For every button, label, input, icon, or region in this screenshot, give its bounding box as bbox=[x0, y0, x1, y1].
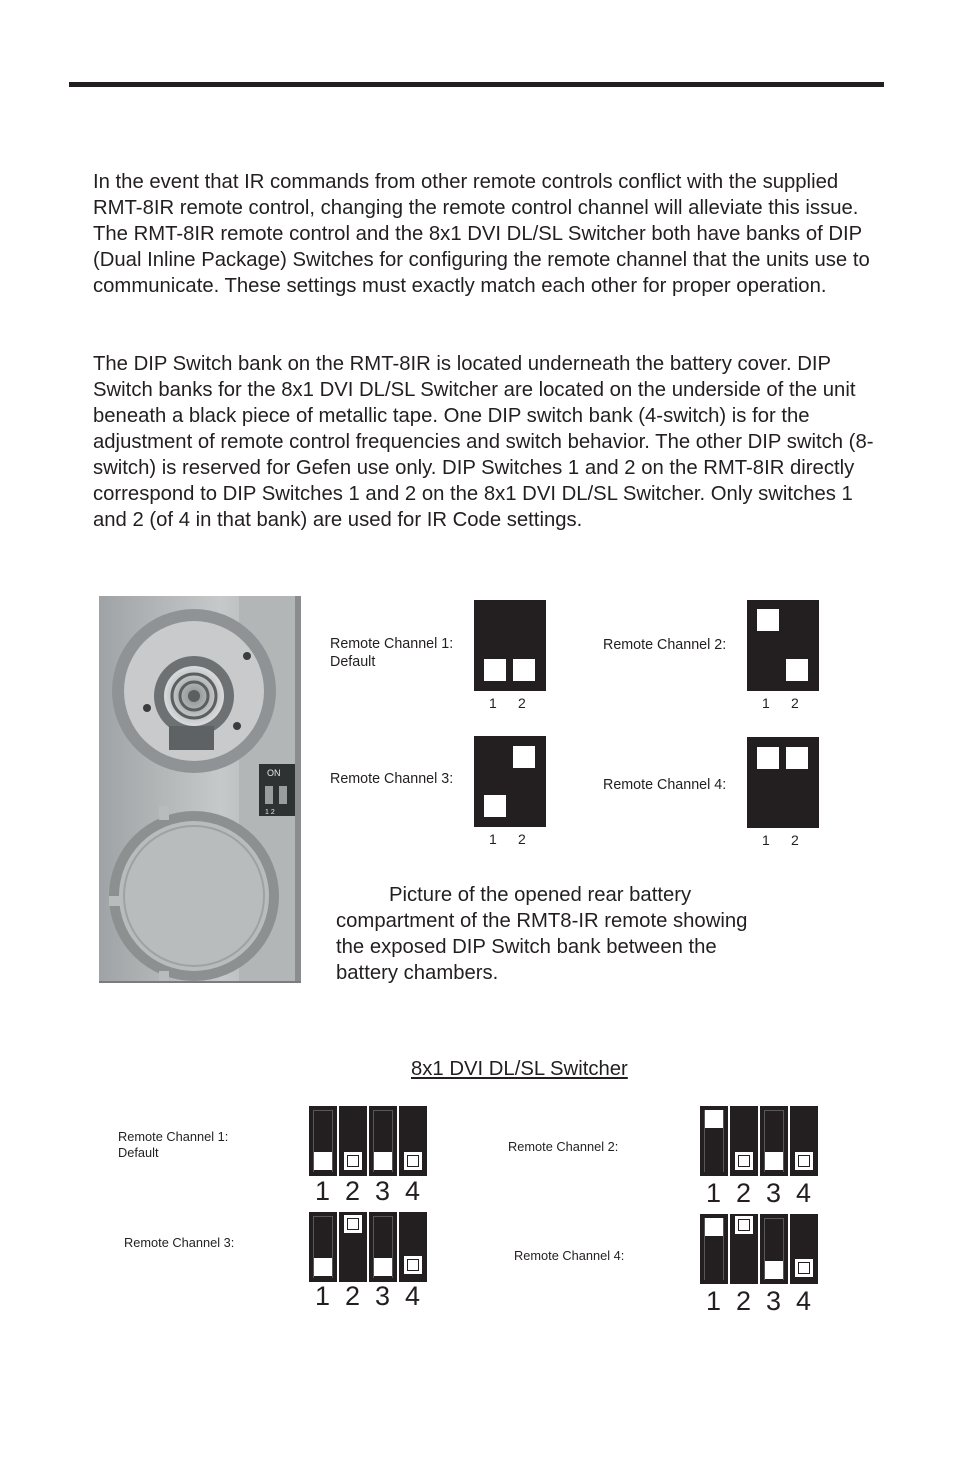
dip-switch-2 bbox=[339, 1106, 367, 1176]
dip-switch-2 bbox=[730, 1214, 758, 1284]
switch-number: 2 bbox=[345, 1281, 361, 1311]
switch-number: 3 bbox=[766, 1286, 782, 1316]
switch-number: 1 bbox=[762, 695, 770, 711]
switch-number: 2 bbox=[518, 831, 526, 847]
remote-battery-compartment-photo bbox=[99, 596, 301, 983]
switch-number: 1 bbox=[762, 832, 770, 848]
switcher-channel-4-dip bbox=[700, 1214, 818, 1284]
remote-channel-4-dip bbox=[747, 737, 819, 828]
dip-digits-text: 1 2 bbox=[265, 809, 275, 816]
remote-channel-2-title: Remote Channel 2: bbox=[603, 637, 727, 653]
remote-channel-4-title: Remote Channel 4: bbox=[603, 777, 727, 793]
dip-switch-1 bbox=[484, 795, 506, 817]
remote-channel-1-dip bbox=[474, 600, 546, 691]
switcher-heading: 8x1 DVI DL/SL Switcher bbox=[411, 1058, 628, 1080]
switch-number: 4 bbox=[796, 1178, 812, 1208]
switch-number: 1 bbox=[315, 1281, 331, 1311]
dip-switch-1 bbox=[309, 1212, 337, 1282]
switch-number: 1 bbox=[706, 1178, 722, 1208]
dip-switch-2 bbox=[513, 746, 535, 768]
dip-switch-2 bbox=[786, 747, 808, 769]
remote-channel-3-label bbox=[330, 770, 453, 788]
switcher-channel-4-title: Remote Channel 4: bbox=[514, 1248, 625, 1263]
intro-paragraph: In the event that IR commands from other remote controls conflict with the supplied RMT-8IR remote control, changing the remote control channel will alleviate this issue. The RMT-8IR remote control and the 8x1 DVI DL/SL Switcher both have banks of DIP (Dual Inline Package) Switches for configuring the remote channel that the units use to communicate. These settings must exactly match each other for proper operation. bbox=[93, 171, 870, 297]
dip-switch-3 bbox=[760, 1106, 788, 1176]
switch-number: 2 bbox=[345, 1176, 361, 1206]
switcher-channel-3-title: Remote Channel 3: bbox=[124, 1235, 235, 1250]
dip-switch-2 bbox=[339, 1212, 367, 1282]
remote-channel-2-dip bbox=[747, 600, 819, 691]
dip-switch-3 bbox=[760, 1214, 788, 1284]
switcher-channel-2-title: Remote Channel 2: bbox=[508, 1139, 619, 1154]
dip-switch-3 bbox=[369, 1212, 397, 1282]
switcher-channel-3-dip bbox=[309, 1212, 427, 1282]
dip-switch-1 bbox=[757, 609, 779, 631]
switch-number: 4 bbox=[796, 1286, 812, 1316]
dip-switch-2 bbox=[513, 659, 535, 681]
caption-line: compartment of the RMT8-IR remote showing bbox=[336, 910, 748, 932]
remote-channel-3-title: Remote Channel 3: bbox=[330, 771, 454, 787]
dip-switch-1 bbox=[309, 1106, 337, 1176]
switch-number: 4 bbox=[405, 1176, 421, 1206]
dip-switch-3 bbox=[369, 1106, 397, 1176]
switch-number: 2 bbox=[791, 832, 799, 848]
dip-switch-1 bbox=[757, 747, 779, 769]
remote-channel-1-note: Default bbox=[330, 654, 376, 670]
caption-line: the exposed DIP Switch bank between the bbox=[336, 936, 717, 958]
switch-number: 3 bbox=[375, 1176, 391, 1206]
dip-switch-1 bbox=[700, 1214, 728, 1284]
photo-caption bbox=[336, 882, 796, 986]
dip-switch-2 bbox=[730, 1106, 758, 1176]
dip-location-paragraph: The DIP Switch bank on the RMT-8IR is located underneath the battery cover. DIP Switch banks for the 8x1 DVI DL/SL Switcher are located on the underside of the unit beneath a black piece of metallic tape. One DIP switch bank (4-switch) is for the adjustment of remote control frequencies and switch behavior. The other DIP switch (8-switch) is reserved for Gefen use only. DIP Switches 1 and 2 on the RMT-8IR directly correspond to DIP Switches 1 and 2 on the 8x1 DVI DL/SL Switcher. Only switches 1 and 2 (of 4 in that bank) are used for IR Code settings. bbox=[93, 353, 874, 531]
switch-number: 1 bbox=[489, 831, 497, 847]
caption-line: battery chambers. bbox=[336, 962, 499, 984]
dip-switch-4 bbox=[790, 1214, 818, 1284]
switcher-channel-2-label bbox=[508, 1139, 618, 1155]
switcher-channel-1-note: Default bbox=[118, 1145, 159, 1160]
switch-number: 3 bbox=[375, 1281, 391, 1311]
switch-number: 1 bbox=[489, 695, 497, 711]
top-rule bbox=[69, 82, 884, 87]
switch-number: 2 bbox=[791, 695, 799, 711]
switcher-channel-1-title: Remote Channel 1: bbox=[118, 1129, 229, 1144]
remote-channel-3-dip bbox=[474, 736, 546, 827]
switch-number: 2 bbox=[736, 1178, 752, 1208]
switch-number: 1 bbox=[706, 1286, 722, 1316]
remote-channel-2-label bbox=[603, 636, 726, 654]
remote-channel-1-title: Remote Channel 1: bbox=[330, 636, 454, 652]
dip-switch-4 bbox=[399, 1106, 427, 1176]
switcher-channel-1-label bbox=[118, 1129, 228, 1161]
caption-line: Picture of the opened rear battery bbox=[389, 884, 692, 906]
switch-number: 2 bbox=[736, 1286, 752, 1316]
switcher-channel-2-dip bbox=[700, 1106, 818, 1176]
dip-on-text: ON bbox=[267, 768, 281, 778]
remote-channel-1-label bbox=[330, 635, 453, 671]
switch-number: 4 bbox=[405, 1281, 421, 1311]
switch-number: 1 bbox=[315, 1176, 331, 1206]
dip-switch-4 bbox=[399, 1212, 427, 1282]
dip-switch-2 bbox=[786, 659, 808, 681]
switcher-channel-4-label bbox=[514, 1248, 624, 1264]
dip-switch-1 bbox=[700, 1106, 728, 1176]
switch-number: 2 bbox=[518, 695, 526, 711]
dip-switch-1 bbox=[484, 659, 506, 681]
switcher-channel-1-dip bbox=[309, 1106, 427, 1176]
switch-number: 3 bbox=[766, 1178, 782, 1208]
dip-switch-4 bbox=[790, 1106, 818, 1176]
remote-channel-4-label bbox=[603, 776, 726, 794]
switcher-channel-3-label bbox=[124, 1235, 234, 1251]
